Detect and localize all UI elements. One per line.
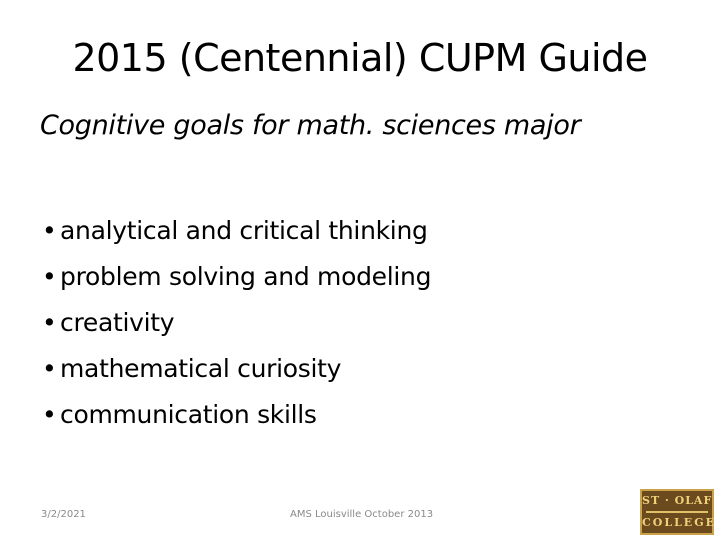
bullet-text: communication skills xyxy=(60,400,317,429)
bullet-item xyxy=(42,346,431,392)
logo-line-1: ST · OLAF xyxy=(642,494,713,507)
bullet-text: mathematical curiosity xyxy=(60,354,342,383)
bullet-icon: • xyxy=(42,400,57,429)
bullet-item xyxy=(42,208,431,254)
bullet-list xyxy=(42,208,431,438)
slide-subtitle xyxy=(40,110,580,141)
bullet-icon: • xyxy=(42,262,57,291)
bullet-item xyxy=(42,300,431,346)
bullet-item xyxy=(42,254,431,300)
logo-divider xyxy=(646,511,708,513)
footer-event: AMS Louisville October 2013 xyxy=(290,509,434,520)
bullet-text: analytical and critical thinking xyxy=(60,216,428,245)
bullet-item xyxy=(42,392,431,438)
subtitle-rest: goals for math. sciences major xyxy=(165,110,581,141)
subtitle-emphasis: Cognitive xyxy=(40,110,166,141)
bullet-text: creativity xyxy=(60,308,175,337)
footer-date: 3/2/2021 xyxy=(41,509,86,520)
bullet-icon: • xyxy=(42,216,57,245)
bullet-icon: • xyxy=(42,308,57,337)
bullet-text: problem solving and modeling xyxy=(60,262,432,291)
logo-line-2: COLLEGE xyxy=(642,516,716,529)
bullet-icon: • xyxy=(42,354,57,383)
slide-title: 2015 (Centennial) CUPM Guide xyxy=(72,36,648,80)
st-olaf-college-logo xyxy=(640,489,714,535)
